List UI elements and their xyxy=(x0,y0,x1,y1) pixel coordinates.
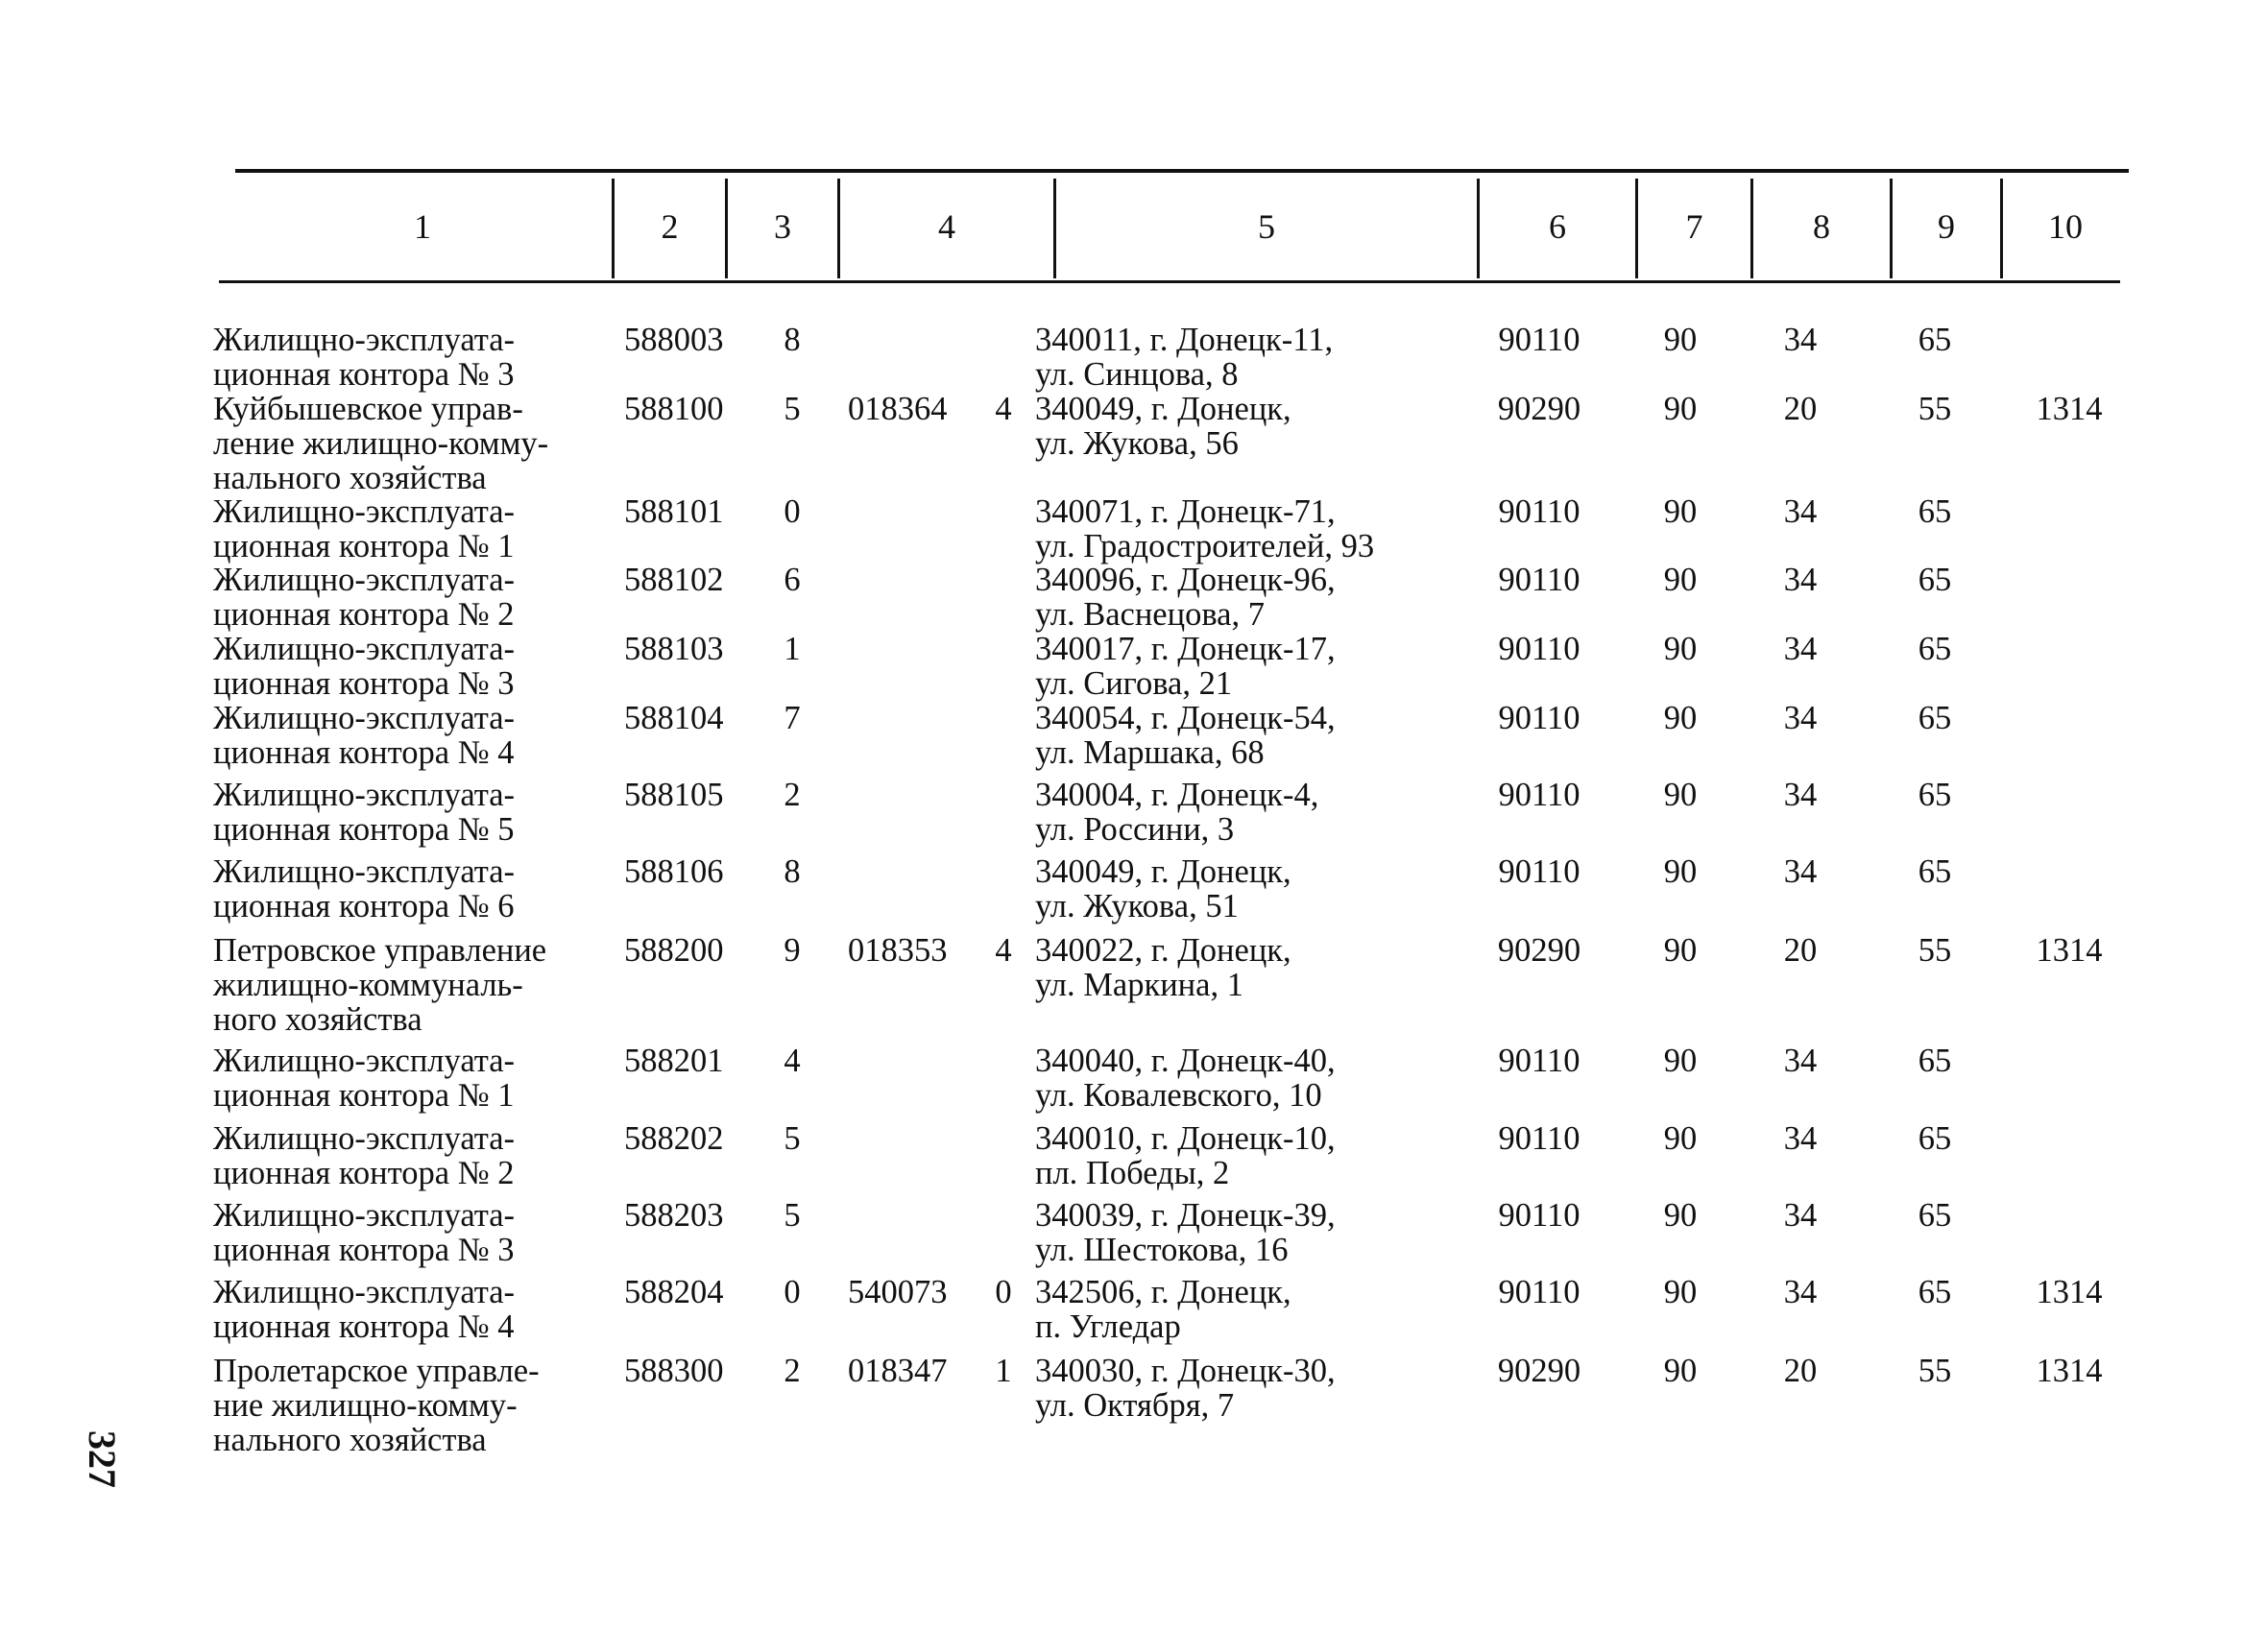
table-cell-name: Жилищно-эксплуата- ционная контора № 1 xyxy=(213,493,516,564)
table-cell-c4: 018364 xyxy=(848,391,948,427)
table-cell-c2: 588003 xyxy=(624,322,724,358)
table-cell-c8: 34 xyxy=(1783,853,1818,890)
table-cell-c3: 1 xyxy=(784,631,801,667)
table-cell-c2: 588200 xyxy=(624,932,724,969)
table-cell-c3: 9 xyxy=(784,932,801,969)
table-cell-c4: 018353 xyxy=(848,932,948,969)
header-col-8: 8 xyxy=(1813,207,1830,246)
table-cell-c6: 90110 xyxy=(1498,1120,1580,1157)
table-cell-c7: 90 xyxy=(1663,631,1698,667)
table-cell-c3: 0 xyxy=(784,493,801,530)
header-col-1: 1 xyxy=(414,207,431,246)
table-cell-c7: 90 xyxy=(1663,853,1698,890)
table-cell-name: Жилищно-эксплуата- ционная контора № 3 xyxy=(213,631,516,702)
table-cell-c5: 340017, г. Донецк-17, ул. Сигова, 21 xyxy=(1035,631,1336,702)
table-header-rule xyxy=(219,280,2120,283)
table-cell-c6: 90110 xyxy=(1498,1197,1580,1234)
table-cell-c8: 34 xyxy=(1783,700,1818,736)
table-cell-c8: 34 xyxy=(1783,777,1818,813)
table-cell-c8: 34 xyxy=(1783,1274,1818,1310)
header-col-9: 9 xyxy=(1938,207,1955,246)
table-cell-c6: 90290 xyxy=(1497,932,1581,969)
table-cell-c6: 90110 xyxy=(1498,322,1580,358)
table-cell-c8: 34 xyxy=(1783,1197,1818,1234)
table-cell-c5: 340054, г. Донецк-54, ул. Маршака, 68 xyxy=(1035,700,1336,771)
table-cell-c4: 540073 xyxy=(848,1274,948,1310)
table-cell-c5: 340011, г. Донецк-11, ул. Синцова, 8 xyxy=(1035,322,1334,393)
table-cell-c7: 90 xyxy=(1663,1274,1698,1310)
table-cell-c8: 34 xyxy=(1783,631,1818,667)
table-cell-c7: 90 xyxy=(1663,700,1698,736)
table-cell-name: Пролетарское управле- ние жилищно-комму- нального хозяйства xyxy=(213,1353,540,1458)
table-cell-c5: 340049, г. Донецк, ул. Жукова, 51 xyxy=(1035,853,1291,924)
table-cell-c7: 90 xyxy=(1663,391,1698,427)
table-cell-c2: 588100 xyxy=(624,391,724,427)
table-cell-c6: 90110 xyxy=(1498,777,1580,813)
table-cell-c5: 340030, г. Донецк-30, ул. Октября, 7 xyxy=(1035,1353,1336,1424)
table-cell-c2: 588102 xyxy=(624,562,724,598)
table-cell-c6: 90290 xyxy=(1497,1353,1581,1389)
table-cell-c9: 55 xyxy=(1918,932,1952,969)
table-cell-c9: 65 xyxy=(1918,700,1952,736)
table-cell-c6: 90290 xyxy=(1497,391,1581,427)
table-cell-c9: 65 xyxy=(1918,322,1952,358)
table-cell-c7: 90 xyxy=(1663,1043,1698,1079)
table-cell-c6: 90110 xyxy=(1498,631,1580,667)
header-col-10: 10 xyxy=(2048,207,2083,246)
table-cell-c7: 90 xyxy=(1663,777,1698,813)
table-cell-name: Жилищно-эксплуата- ционная контора № 4 xyxy=(213,700,516,771)
table-top-rule xyxy=(235,169,2129,173)
table-cell-c5: 340040, г. Донецк-40, ул. Ковалевского, 10 xyxy=(1035,1043,1336,1114)
table-cell-c6: 90110 xyxy=(1498,1274,1580,1310)
table-cell-name: Жилищно-эксплуата- ционная контора № 3 xyxy=(213,322,516,393)
table-cell-c8: 20 xyxy=(1783,932,1818,969)
table-cell-c2: 588106 xyxy=(624,853,724,890)
table-cell-name: Куйбышевское управ- ление жилищно-комму- нального хозяйства xyxy=(213,391,549,496)
table-cell-c5: 340022, г. Донецк, ул. Маркина, 1 xyxy=(1035,932,1291,1003)
table-cell-c7: 90 xyxy=(1663,493,1698,530)
table-cell-c4: 018347 xyxy=(848,1353,948,1389)
table-cell-c2: 588300 xyxy=(624,1353,724,1389)
table-cell-c9: 65 xyxy=(1918,777,1952,813)
table-cell-c7: 90 xyxy=(1663,932,1698,969)
table-cell-c8: 34 xyxy=(1783,562,1818,598)
table-cell-c5: 340004, г. Донецк-4, ул. Россини, 3 xyxy=(1035,777,1319,848)
table-cell-c5: 340096, г. Донецк-96, ул. Васнецова, 7 xyxy=(1035,562,1336,633)
table-cell-c9: 55 xyxy=(1918,1353,1952,1389)
table-cell-c5: 342506, г. Донецк, п. Угледар xyxy=(1035,1274,1291,1345)
table-cell-c3: 5 xyxy=(784,391,801,427)
table-cell-c3: 4 xyxy=(784,1043,801,1079)
header-col-2: 2 xyxy=(661,207,679,246)
table-cell-c10: 1314 xyxy=(2036,932,2103,969)
table-cell-c6: 90110 xyxy=(1498,1043,1580,1079)
table-cell-c10: 1314 xyxy=(2036,1274,2103,1310)
table-cell-c8: 34 xyxy=(1783,1043,1818,1079)
table-cell-c9: 65 xyxy=(1918,1043,1952,1079)
table-cell-c3: 0 xyxy=(784,1274,801,1310)
table-cell-c5: 340071, г. Донецк-71, ул. Градостроителей, 93 xyxy=(1035,493,1375,564)
table-cell-c3: 2 xyxy=(784,1353,801,1389)
table-cell-c9: 65 xyxy=(1918,1197,1952,1234)
table-cell-c3: 2 xyxy=(784,777,801,813)
table-cell-c4d: 4 xyxy=(995,391,1012,427)
table-cell-c3: 6 xyxy=(784,562,801,598)
table-cell-c9: 65 xyxy=(1918,853,1952,890)
table-cell-c6: 90110 xyxy=(1498,700,1580,736)
table-cell-name: Жилищно-эксплуата- ционная контора № 1 xyxy=(213,1043,516,1114)
table-cell-c3: 8 xyxy=(784,853,801,890)
table-cell-c3: 7 xyxy=(784,700,801,736)
table-cell-name: Жилищно-эксплуата- ционная контора № 6 xyxy=(213,853,516,924)
table-cell-c3: 5 xyxy=(784,1197,801,1234)
table-cell-c7: 90 xyxy=(1663,1353,1698,1389)
table-cell-c9: 65 xyxy=(1918,562,1952,598)
header-col-5: 5 xyxy=(1258,207,1275,246)
table-cell-c4d: 0 xyxy=(995,1274,1012,1310)
table-cell-c9: 65 xyxy=(1918,1120,1952,1157)
table-cell-c7: 90 xyxy=(1663,1197,1698,1234)
table-cell-c5: 340010, г. Донецк-10, пл. Победы, 2 xyxy=(1035,1120,1336,1191)
table-cell-name: Жилищно-эксплуата- ционная контора № 5 xyxy=(213,777,516,848)
table-cell-c2: 588104 xyxy=(624,700,724,736)
table-cell-c4d: 1 xyxy=(995,1353,1012,1389)
table-cell-c8: 34 xyxy=(1783,322,1818,358)
table-cell-c5: 340039, г. Донецк-39, ул. Шестокова, 16 xyxy=(1035,1197,1336,1268)
header-col-3: 3 xyxy=(774,207,791,246)
table-cell-name: Жилищно-эксплуата- ционная контора № 4 xyxy=(213,1274,516,1345)
table-cell-c6: 90110 xyxy=(1498,853,1580,890)
table-cell-c2: 588201 xyxy=(624,1043,724,1079)
table-cell-c2: 588202 xyxy=(624,1120,724,1157)
page-number: 327 xyxy=(81,1430,124,1488)
table-cell-c3: 8 xyxy=(784,322,801,358)
table-cell-c2: 588203 xyxy=(624,1197,724,1234)
table-cell-c10: 1314 xyxy=(2036,391,2103,427)
table-cell-c9: 55 xyxy=(1918,391,1952,427)
table-cell-c6: 90110 xyxy=(1498,562,1580,598)
table-cell-c5: 340049, г. Донецк, ул. Жукова, 56 xyxy=(1035,391,1291,462)
table-cell-c8: 34 xyxy=(1783,1120,1818,1157)
header-col-7: 7 xyxy=(1685,207,1703,246)
table-cell-name: Жилищно-эксплуата- ционная контора № 2 xyxy=(213,562,516,633)
table-cell-c7: 90 xyxy=(1663,1120,1698,1157)
table-cell-c2: 588105 xyxy=(624,777,724,813)
header-col-6: 6 xyxy=(1549,207,1566,246)
table-cell-c9: 65 xyxy=(1918,631,1952,667)
table-cell-name: Петровское управление жилищно-коммуналь- ного хозяйства xyxy=(213,932,547,1038)
table-cell-c7: 90 xyxy=(1663,562,1698,598)
table-cell-c10: 1314 xyxy=(2036,1353,2103,1389)
table-cell-c7: 90 xyxy=(1663,322,1698,358)
table-cell-c8: 20 xyxy=(1783,391,1818,427)
header-col-4: 4 xyxy=(938,207,955,246)
table-cell-c3: 5 xyxy=(784,1120,801,1157)
table-cell-c2: 588101 xyxy=(624,493,724,530)
table-cell-c8: 20 xyxy=(1783,1353,1818,1389)
table-cell-c9: 65 xyxy=(1918,493,1952,530)
table-cell-c6: 90110 xyxy=(1498,493,1580,530)
table-cell-c2: 588204 xyxy=(624,1274,724,1310)
table-cell-name: Жилищно-эксплуата- ционная контора № 3 xyxy=(213,1197,516,1268)
table-cell-c9: 65 xyxy=(1918,1274,1952,1310)
table-cell-c4d: 4 xyxy=(995,932,1012,969)
table-cell-c2: 588103 xyxy=(624,631,724,667)
table-cell-c8: 34 xyxy=(1783,493,1818,530)
table-cell-name: Жилищно-эксплуата- ционная контора № 2 xyxy=(213,1120,516,1191)
